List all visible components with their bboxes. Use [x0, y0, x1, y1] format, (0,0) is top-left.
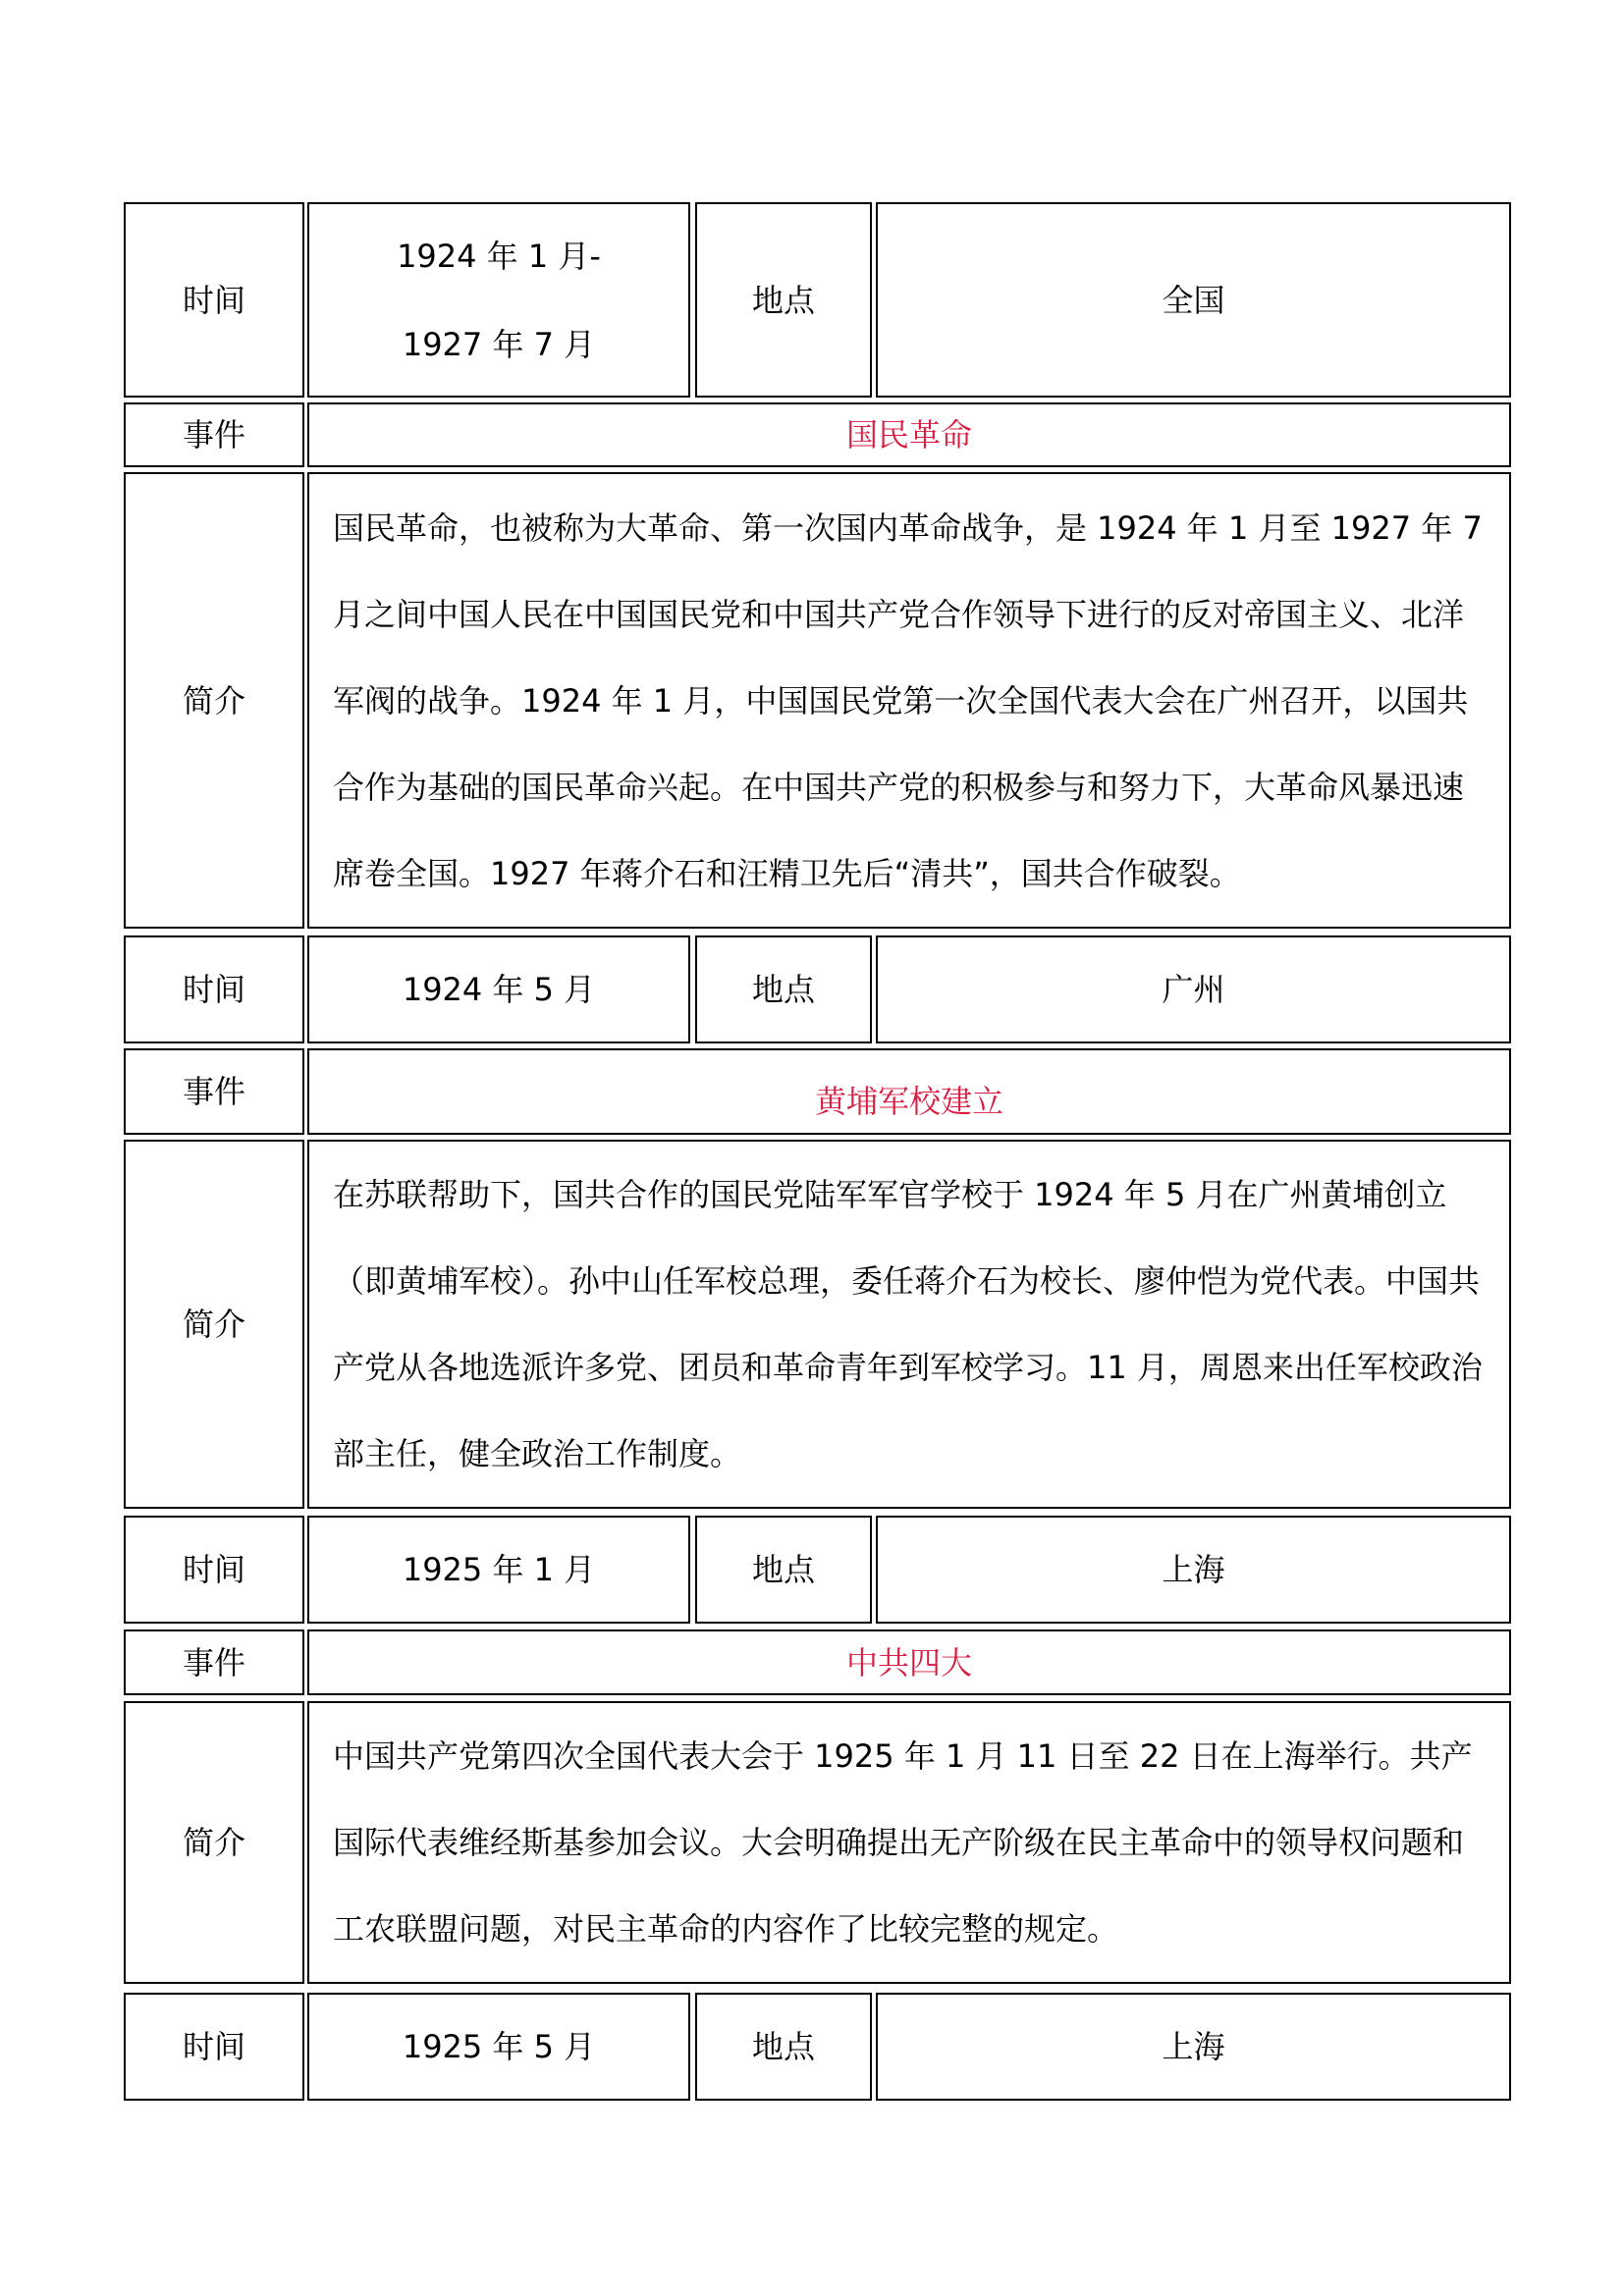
- event-label: [124, 1048, 304, 1135]
- intro-label: [124, 472, 304, 929]
- intro-label-text: 简介: [182, 681, 245, 720]
- place-label: [695, 202, 872, 398]
- place-value-text: 上海: [1162, 2028, 1225, 2065]
- time-label: [124, 202, 304, 398]
- intro-label-text: 简介: [182, 1306, 245, 1343]
- intro-text: 中国共产党第四次全国代表大会于 1925 年 1 月 11 日至 22 日在上海举行。共产国际代表维经斯基参加会议。大会明确提出无产阶级在民主革命中的领导权问题和工农联盟问题，对民主革命的内容作了比较完整的规定。: [333, 1737, 1473, 1948]
- place-value: [876, 202, 1511, 398]
- time-label: [124, 1993, 304, 2101]
- event-label-text: 事件: [182, 1073, 245, 1110]
- event-label-text: 事件: [182, 1643, 245, 1682]
- time-value-text: 1925 年 5 月: [402, 2028, 596, 2065]
- event-label-text: 事件: [182, 416, 245, 454]
- place-value-text: 上海: [1162, 1551, 1225, 1588]
- place-value: [876, 935, 1511, 1043]
- event-value-text: 国民革命: [845, 416, 972, 454]
- place-label-text: 地点: [751, 971, 815, 1008]
- event-value: [307, 1048, 1511, 1135]
- event-value: [307, 402, 1511, 467]
- time-line-1: 1924 年 1 月-: [397, 237, 601, 275]
- place-label: [695, 935, 872, 1043]
- time-label-text: 时间: [182, 2028, 245, 2065]
- time-label-text: 时间: [182, 971, 245, 1008]
- time-value-text: 1925 年 1 月: [402, 1551, 596, 1588]
- time-value: [307, 202, 690, 398]
- intro-value: [307, 1140, 1511, 1509]
- time-value: [307, 1516, 690, 1624]
- intro-value: [307, 472, 1511, 929]
- place-label: [695, 1516, 872, 1624]
- event-label: [124, 402, 304, 467]
- intro-text: 在苏联帮助下，国共合作的国民党陆军军官学校于 1924 年 5 月在广州黄埔创立（即黄埔军校）。孙中山任军校总理，委任蒋介石为校长、廖仲恺为党代表。中国共产党从各地选派许多党、团员和革命青年到军校学习。11 月，周恩来出任军校政治部主任，健全政治工作制度。: [333, 1176, 1483, 1472]
- time-label: [124, 1516, 304, 1624]
- place-label: [695, 1993, 872, 2101]
- place-value-text: 广州: [1162, 971, 1225, 1008]
- place-value: [876, 1516, 1511, 1624]
- time-line-2: 1927 年 7 月: [402, 325, 596, 363]
- place-label-text: 地点: [751, 281, 815, 319]
- event-value-text: 黄埔军校建立: [814, 1083, 1003, 1120]
- time-label: [124, 935, 304, 1043]
- intro-label: [124, 1701, 304, 1984]
- time-value-text: [397, 212, 601, 389]
- intro-label-text: 简介: [182, 1824, 245, 1861]
- intro-value: [307, 1701, 1511, 1984]
- intro-text: 国民革命，也被称为大革命、第一次国内革命战争，是 1924 年 1 月至 1927 年 7 月之间中国人民在中国国民党和中国共产党合作领导下进行的反对帝国主义、北洋军阀的战争。1924 年 1 月，中国国民党第一次全国代表大会在广州召开，以国共合作为基础的国民革命兴起。在中国共产党的积极参与和努力下，大革命风暴迅速席卷全国。1927 年蒋介石和汪精卫先后“清共”，国共合作破裂。: [333, 508, 1483, 892]
- place-label-text: 地点: [751, 1551, 815, 1588]
- time-label-text: 时间: [182, 1551, 245, 1588]
- time-label-text: 时间: [182, 281, 245, 319]
- event-label: [124, 1629, 304, 1695]
- time-value: [307, 1993, 690, 2101]
- place-value: [876, 1993, 1511, 2101]
- place-label-text: 地点: [751, 2028, 815, 2065]
- event-value: [307, 1629, 1511, 1695]
- time-value-text: 1924 年 5 月: [402, 971, 596, 1008]
- time-value: [307, 935, 690, 1043]
- event-value-text: 中共四大: [845, 1643, 972, 1682]
- intro-label: [124, 1140, 304, 1509]
- place-value-text: 全国: [1162, 281, 1225, 319]
